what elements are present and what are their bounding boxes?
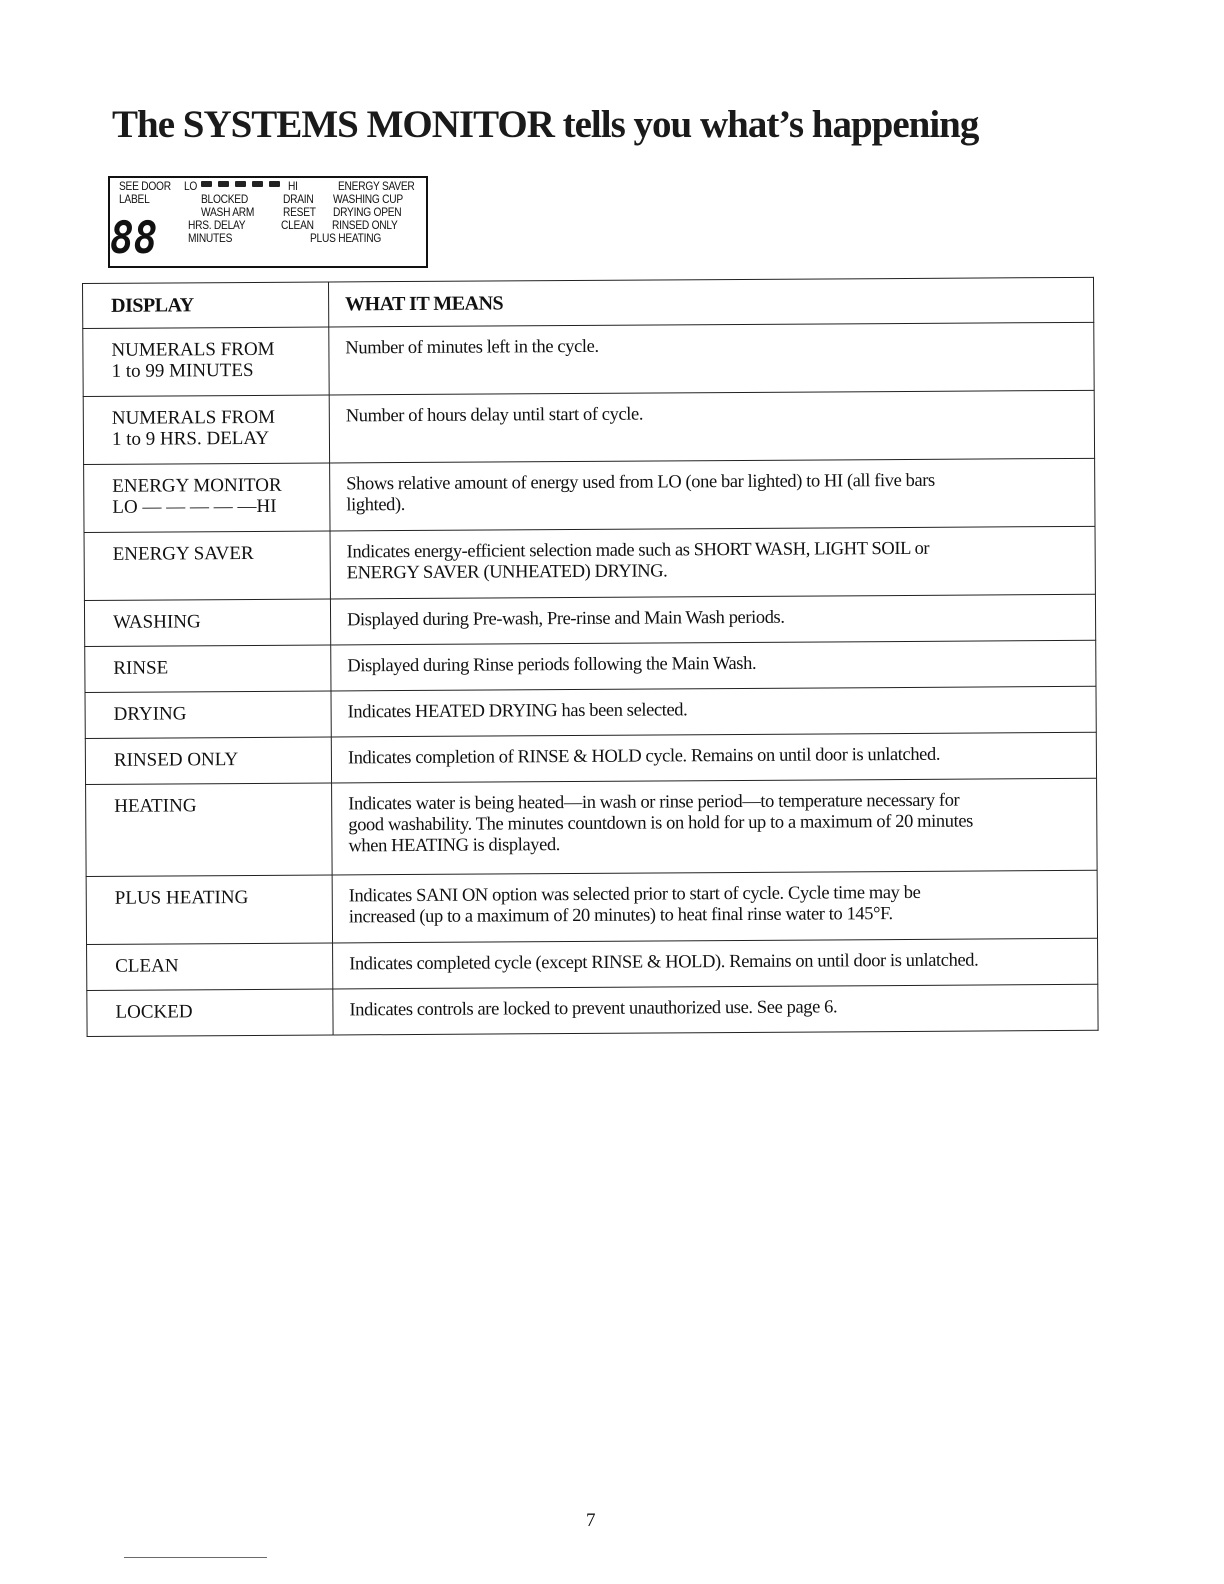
table-row xyxy=(84,594,1095,646)
display-cell: PLUS HEATING xyxy=(86,875,332,945)
wash-arm-label: WASH ARM xyxy=(201,205,255,219)
energy-bar-3 xyxy=(235,181,246,187)
display-cell: RINSED ONLY xyxy=(85,737,331,785)
display-cell: DRYING xyxy=(85,691,331,739)
meaning-cell: Indicates HEATED DRYING has been selected. xyxy=(331,686,1096,737)
display-cell: NUMERALS FROM 1 to 9 HRS. DELAY xyxy=(83,395,329,465)
label-label: LABEL xyxy=(119,192,150,206)
display-cell: LOCKED xyxy=(87,989,333,1037)
table-row xyxy=(86,778,1098,876)
display-cell: NUMERALS FROM 1 to 99 MINUTES xyxy=(83,327,329,397)
meaning-cell: Indicates controls are locked to prevent unauthorized use. See page 6. xyxy=(333,984,1098,1035)
meaning-column-header: WHAT IT MEANS xyxy=(328,277,1093,327)
blocked-label: BLOCKED xyxy=(201,192,248,206)
meaning-cell: Indicates completion of RINSE & HOLD cycle. Remains on until door is unlatched. xyxy=(331,732,1096,783)
energy-bar-5 xyxy=(269,181,280,187)
display-cell: RINSE xyxy=(85,645,331,693)
table-header-row xyxy=(83,277,1094,328)
table-row xyxy=(87,938,1098,990)
display-cell: ENERGY SAVER xyxy=(84,531,330,601)
meaning-cell: Shows relative amount of energy used from LO (one bar lighted) to HI (all five bars lighted). xyxy=(330,458,1095,531)
meaning-cell: Indicates water is being heated—in wash or rinse period—to temperature necessary for good washability. The minutes countdown is on hold for up to a maximum of 20 minutes when HEATING is displayed. xyxy=(332,778,1098,875)
meaning-cell: Indicates completed cycle (except RINSE & HOLD). Remains on until door is unlatched. xyxy=(333,938,1098,989)
lo-label: LO xyxy=(184,179,198,193)
page-number: 7 xyxy=(586,1510,596,1531)
see-door-label: SEE DOOR xyxy=(119,179,171,193)
energy-bars xyxy=(201,181,280,187)
display-column-header: DISPLAY xyxy=(83,282,329,329)
table-row xyxy=(87,984,1098,1036)
systems-monitor-panel xyxy=(108,176,428,268)
washing-cup-label: WASHING CUP xyxy=(333,192,403,206)
table-row xyxy=(84,526,1095,600)
meaning-cell: Indicates SANI ON option was selected prior to start of cycle. Cycle time may be increased (up to a maximum of 20 minutes) to heat final rinse water to 145°F. xyxy=(332,870,1097,943)
bottom-rule xyxy=(124,1557,267,1558)
display-cell: HEATING xyxy=(86,783,333,877)
display-cell: ENERGY MONITOR LO — — — — —HI xyxy=(84,463,330,533)
display-cell: CLEAN xyxy=(87,943,333,991)
table-row xyxy=(84,458,1095,532)
table-row xyxy=(85,640,1096,692)
meaning-cell: Indicates energy-efficient selection made such as SHORT WASH, LIGHT SOIL or ENERGY SAVER (UNHEATED) DRYING. xyxy=(330,526,1095,599)
display-cell: WASHING xyxy=(84,599,330,647)
table-row xyxy=(85,732,1096,784)
table-row xyxy=(83,390,1094,464)
hrs-delay-label: HRS. DELAY xyxy=(188,218,246,232)
energy-bar-4 xyxy=(252,181,263,187)
meaning-cell: Number of minutes left in the cycle. xyxy=(329,322,1094,395)
drying-open-label: DRYING OPEN xyxy=(333,205,402,219)
page-title: The SYSTEMS MONITOR tells you what’s happening xyxy=(112,103,979,146)
seven-segment-digits: 88 xyxy=(110,213,158,264)
table-row xyxy=(83,322,1094,396)
systems-monitor-table xyxy=(82,277,1099,1037)
reset-label: RESET xyxy=(283,205,316,219)
energy-bar-1 xyxy=(201,181,212,187)
drain-label: DRAIN xyxy=(283,192,314,206)
clean-label: CLEAN xyxy=(281,218,314,232)
minutes-label: MINUTES xyxy=(188,231,233,245)
plus-heating-label: PLUS HEATING xyxy=(310,231,382,245)
meaning-cell: Number of hours delay until start of cycle. xyxy=(329,390,1094,463)
table-row xyxy=(86,870,1097,944)
hi-label: HI xyxy=(288,179,298,193)
meaning-cell: Displayed during Pre-wash, Pre-rinse and Main Wash periods. xyxy=(330,594,1095,645)
energy-bar-2 xyxy=(218,181,229,187)
meaning-cell: Displayed during Rinse periods following the Main Wash. xyxy=(331,640,1096,691)
rinsed-only-label: RINSED ONLY xyxy=(332,218,398,232)
energy-saver-label: ENERGY SAVER xyxy=(338,179,415,193)
table-row xyxy=(85,686,1096,738)
